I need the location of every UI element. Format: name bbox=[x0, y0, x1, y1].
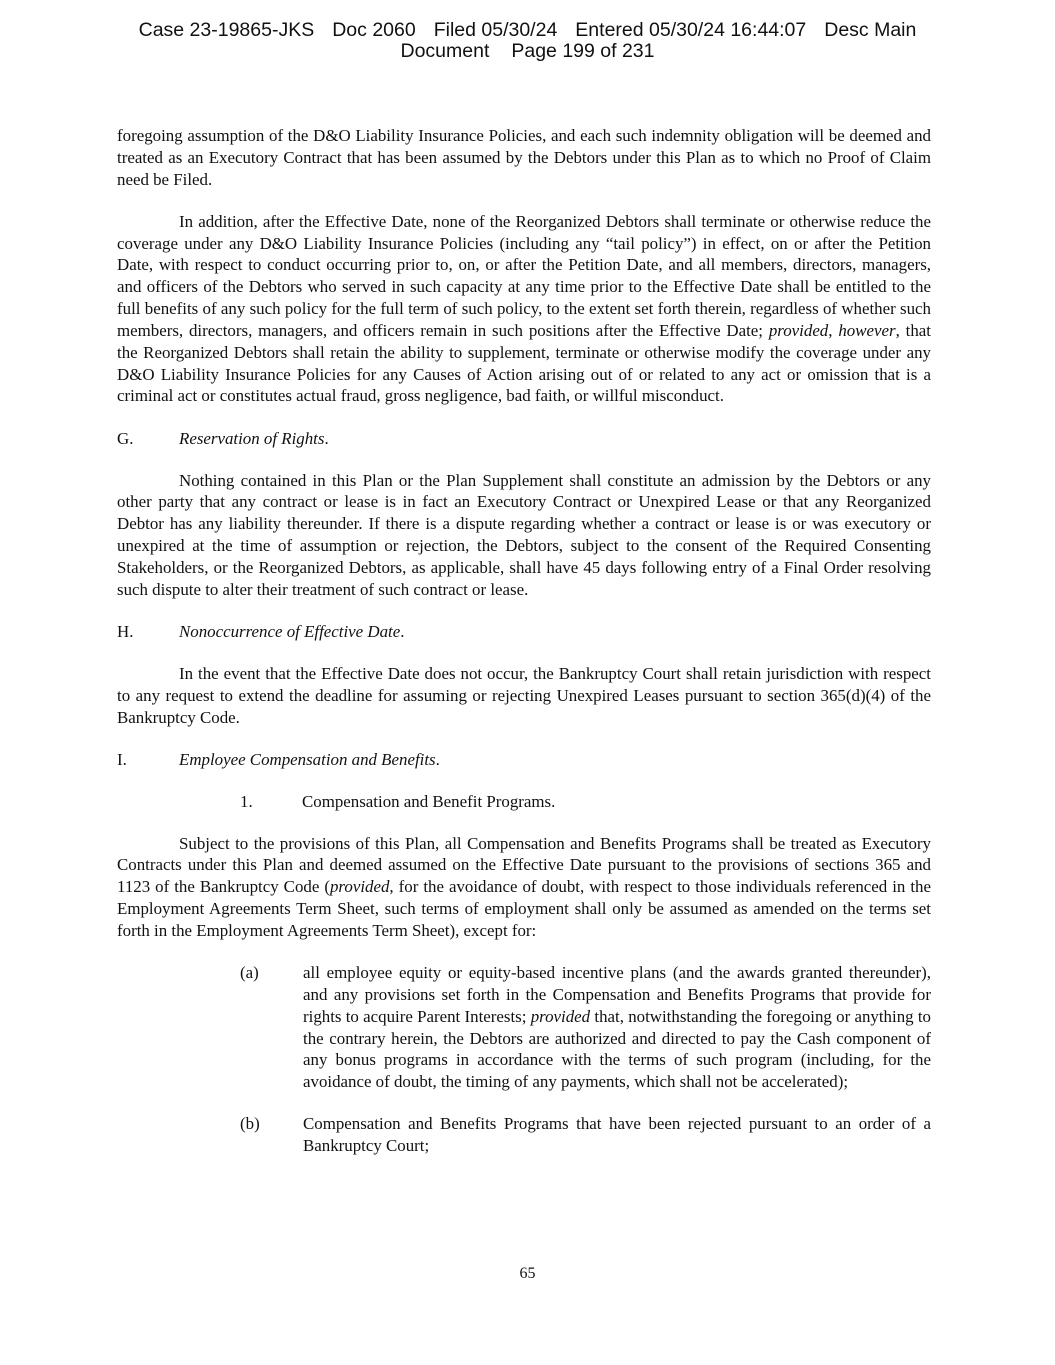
text: , that the Reorganized Debtors shall retain the ability to supplement, terminate or otherwise modify the coverage under any D&O Liability Insurance Policies for any Causes of Action arising out of or related to any act or omission that is a criminal act or constitutes actual fraud, gross negligence, bad faith, or willful misconduct. bbox=[117, 320, 931, 406]
document-label: Document bbox=[400, 40, 490, 62]
filing-header-line2 bbox=[0, 41, 1055, 62]
filing-header bbox=[0, 20, 1055, 62]
paragraph-continuation: foregoing assumption of the D&O Liability Insurance Policies, and each such indemnity obligation will be deemed and treated as an Executory Contract that has been assumed by the Debtors under this Plan as to which no Proof of Claim need be Filed. bbox=[117, 126, 931, 189]
list-item-a bbox=[117, 962, 931, 1093]
text: that, notwithstanding the foregoing or anything to the contrary herein, the Debtors are authorized and directed to pay the Cash component of any bonus programs in accordance with the terms of such program (including, for the avoidance of doubt, the timing of any payments, which shall not be accelerated); bbox=[303, 1006, 931, 1092]
section-title-wrap bbox=[179, 749, 440, 771]
page-count: Page 199 of 231 bbox=[511, 40, 655, 62]
italic-provided: provided bbox=[329, 877, 390, 897]
text: Subject to the provisions of this Plan, all Compensation and Benefits Programs shall be treated as Executory Contracts under this Plan and deemed assumed on the Effective Date pursuant to the provisions of sections 365 and 1123 of the Bankruptcy Code ( bbox=[117, 833, 931, 897]
section-number: H. bbox=[117, 621, 134, 641]
subsection-heading-1 bbox=[117, 791, 931, 813]
text: all employee equity or equity-based incentive plans (and the awards granted thereunder), and any provisions set forth in the Compensation and Benefits Programs that provide for rights to acquire Parent Interests; bbox=[303, 963, 931, 1026]
paragraph-compensation bbox=[117, 833, 931, 942]
section-title-wrap bbox=[179, 428, 329, 450]
paragraph-nonoccurrence: In the event that the Effective Date does not occur, the Bankruptcy Court shall retain jurisdiction with respect to any request to extend the deadline for assuming or rejecting Unexpired Leases pursuant to section 365(d)(4) of the Bankruptcy Code. bbox=[117, 663, 931, 727]
subsection-title: Compensation and Benefit Programs. bbox=[302, 791, 556, 811]
list-item-b bbox=[117, 1113, 931, 1157]
italic-however: however bbox=[838, 320, 896, 340]
filing-header-line1 bbox=[0, 20, 1055, 41]
description: Desc Main bbox=[824, 19, 917, 41]
italic-provided: provided bbox=[768, 320, 829, 340]
paragraph-do-coverage bbox=[117, 211, 931, 408]
page-number: 65 bbox=[519, 1265, 536, 1282]
text: , for the avoidance of doubt, with respect to those individuals referenced in the Employment Agreements Term Sheet, such terms of employment shall only be assumed as amended on the terms set forth in the Employment Agreements Term Sheet), except for: bbox=[117, 877, 931, 940]
list-item-number: (a) bbox=[240, 963, 259, 982]
entered-date: Entered 05/30/24 16:44:07 bbox=[575, 19, 807, 41]
period: . bbox=[324, 428, 329, 448]
section-heading-g bbox=[117, 428, 931, 450]
paragraph-reservation: Nothing contained in this Plan or the Plan Supplement shall constitute an admission by the Debtors or any other party that any contract or lease is in fact an Executory Contract or Unexpired Lease or that any Reorganized Debtor has any liability thereunder. If there is a dispute regarding whether a contract or lease is or was executory or unexpired at the time of assumption or rejection, the Debtors, subject to the consent of the Required Consenting Stakeholders, or the Reorganized Debtors, as applicable, shall have 45 days following entry of a Final Order resolving such dispute to alter their treatment of such contract or lease. bbox=[117, 470, 931, 599]
italic-provided: provided bbox=[530, 1006, 591, 1026]
section-title: Reservation of Rights bbox=[179, 428, 325, 448]
case-number: Case 23-19865-JKS bbox=[138, 19, 315, 41]
subsection-number: 1. bbox=[240, 791, 253, 811]
period: . bbox=[435, 749, 440, 769]
text: , bbox=[828, 320, 839, 340]
filed-date: Filed 05/30/24 bbox=[433, 19, 558, 41]
section-number: G. bbox=[117, 428, 134, 448]
section-heading-i bbox=[117, 749, 931, 771]
section-title: Employee Compensation and Benefits bbox=[179, 749, 436, 769]
document-body bbox=[117, 125, 931, 1177]
period: . bbox=[400, 621, 405, 641]
list-item-number: (b) bbox=[240, 1114, 260, 1134]
doc-number: Doc 2060 bbox=[332, 19, 416, 41]
text: In addition, after the Effective Date, none of the Reorganized Debtors shall terminate or otherwise reduce the coverage under any D&O Liability Insurance Policies (including any “tail policy”) in effect, on or after the Petition Date, with respect to conduct occurring prior to, on, or after the Petition Date, and all members, directors, managers, and officers of the Debtors who served in such capacity at any time prior to the Effective Date shall be entitled to the full benefits of any such policy for the full term of such policy, to the extent set forth therein, regardless of whether such members, directors, managers, and officers remain in such positions after the Effective Date; bbox=[117, 211, 931, 340]
list-item-text: Compensation and Benefits Programs that have been rejected pursuant to an order of a Bankruptcy Court; bbox=[303, 1114, 931, 1156]
section-heading-h bbox=[117, 621, 931, 643]
section-title-wrap bbox=[179, 621, 404, 643]
section-number: I. bbox=[117, 749, 127, 769]
list-item-text bbox=[303, 962, 931, 1093]
section-title: Nonoccurrence of Effective Date bbox=[179, 621, 401, 641]
